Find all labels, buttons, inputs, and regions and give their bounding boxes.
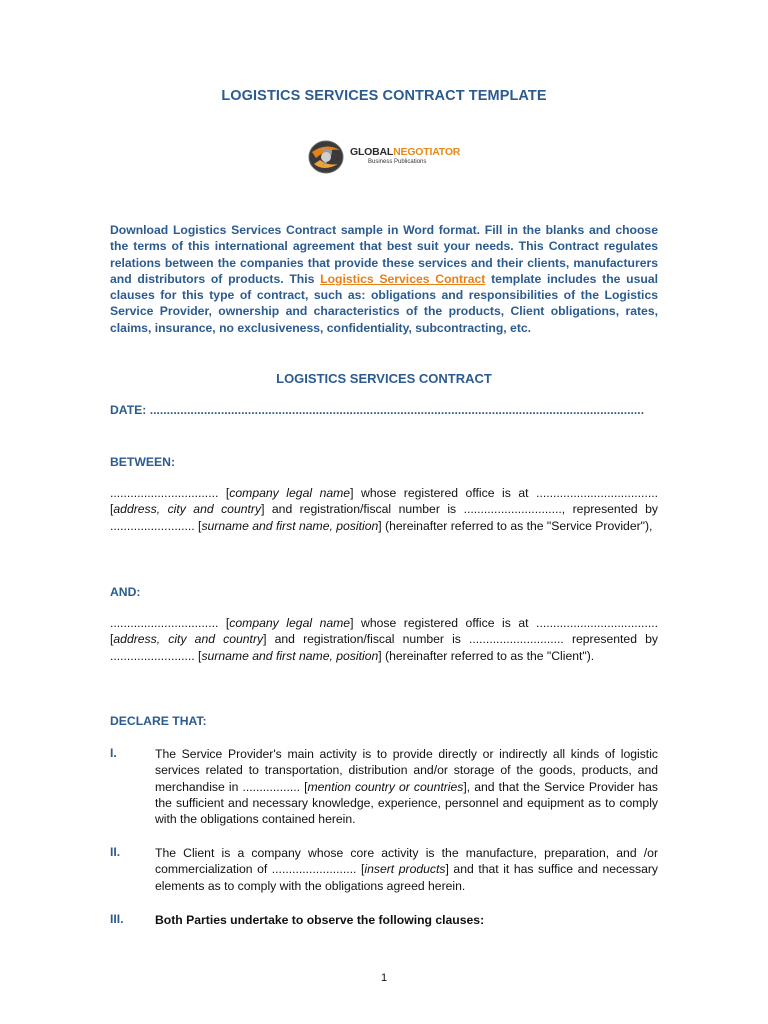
and-label: AND:: [110, 585, 141, 599]
between-label: BETWEEN:: [110, 455, 175, 469]
item-number: II.: [110, 845, 121, 859]
global-negotiator-logo: [306, 138, 466, 176]
declaration-item: The Service Provider's main activity is to provide directly or indirectly all kinds of logistic services related to transportation, distribution and/or storage of the goods, products, and merchandise in ................. [mention country or countries], and that the Service Provider has the sufficient and necessary knowledge, experience, personnel and equipment as to comply with the obligations contained herein.: [155, 747, 658, 827]
logo-brand-text: GLOBALNEGOTIATOR: [350, 146, 461, 158]
declaration-item: The Client is a company whose core activity is the manufacture, preparation, and /or commercialization of ......................... [insert products] and that it has suffice and necessary elements as to comply with the obligations agreed herein.: [155, 846, 659, 893]
page-number: 1: [380, 972, 388, 984]
contract-heading: LOGISTICS SERVICES CONTRACT: [276, 371, 492, 386]
globe-logo-icon: [306, 138, 346, 176]
document-title: LOGISTICS SERVICES CONTRACT TEMPLATE: [221, 88, 547, 104]
intro-paragraph: Download Logistics Services Contract sample in Word format. Fill in the blanks and choose the terms of this international agreement that best suit your needs. This Contract regulates relations between the companies that provide these services and their clients, manufacturers and distributors of products. This Logistics Services Contract template includes the usual clauses for this type of contract, such as: obligations and responsibilities of the Logistics Service Provider, ownership and characteristics of the products, Client obligations, rates, claims, insurance, no exclusiveness, confidentiality, subcontracting, etc.: [110, 223, 658, 335]
logo-tagline: Business Publications: [368, 159, 427, 165]
party-service-provider: ................................ [company legal name] whose registered office is at .................................... [address, city and country] and registration/fiscal number is ............................., represented by ......................... [surname and first name, position] (hereinafter referred to as the "Service Provider"),: [110, 486, 658, 533]
declare-label: DECLARE THAT:: [110, 714, 207, 728]
contract-template-link[interactable]: Logistics Services Contract: [320, 271, 486, 286]
item-number: III.: [110, 912, 124, 926]
declaration-item: Both Parties undertake to observe the following clauses:: [155, 913, 485, 927]
party-client: ................................ [company legal name] whose registered office is at .................................... [address, city and country] and registration/fiscal number is ............................ represented by ......................... [surname and first name, position] (hereinafter referred to as the "Client").: [110, 616, 658, 663]
item-number: I.: [110, 746, 117, 760]
date-line: DATE: ..................................................................................................................................................: [110, 403, 645, 417]
